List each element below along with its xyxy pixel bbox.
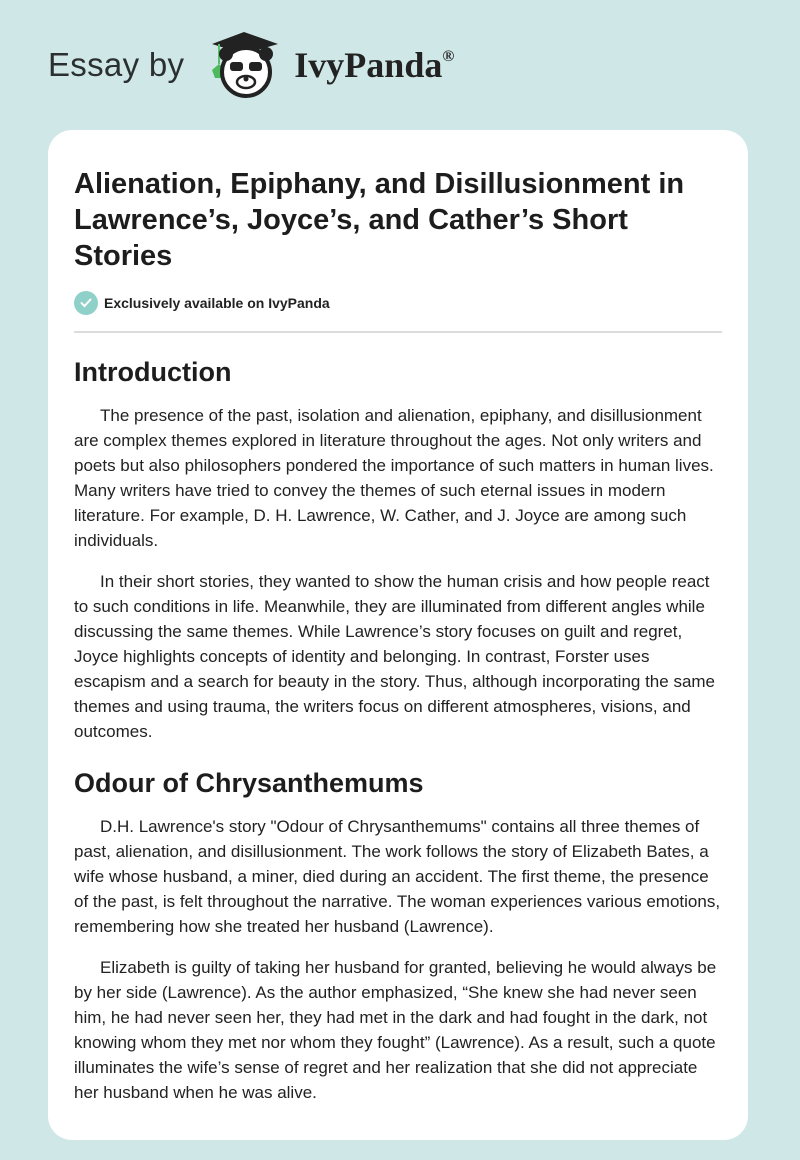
check-icon [74,291,98,315]
section-heading: Odour of Chrysanthemums [74,768,424,798]
essay-title: Alienation, Epiphany, and Disillusionment in Lawrence’s, Joyce’s, and Cather’s Short Stories [74,168,685,272]
site-header [48,30,454,100]
brand-name[interactable] [294,44,454,86]
badge-text: Exclusively available on IvyPanda [104,295,330,311]
section-heading: Introduction [74,357,232,387]
exclusive-badge [74,291,722,315]
essay-card [48,130,748,1140]
brand-text: IvyPanda [294,45,443,85]
panda-logo-icon[interactable] [202,30,286,100]
paragraph: D.H. Lawrence's story "Odour of Chrysanthemums" contains all three themes of past, alienation, and disillusionment. The work follows the story of Elizabeth Bates, a wife whose husband, a miner, died during an accident. The first theme, the presence of the past, is felt throughout the narrative. The woman experiences various emotions, remembering how she treated her husband (Lawrence). [74,817,721,936]
registered-mark: ® [442,48,455,65]
divider [74,331,722,333]
paragraph: Elizabeth is guilty of taking her husband for granted, believing he would always be by her side (Lawrence). As the author emphasized, “She knew she had never seen him, he had never seen her, they had met in the dark and had fought in the dark, not knowing whom they met nor whom they fought” (Lawrence). As a result, such a quote illuminates the wife’s sense of regret and her realization that she did not appreciate her husband when he was alive. [74,958,717,1102]
paragraph: In their short stories, they wanted to show the human crisis and how people react to such conditions in life. Meanwhile, they are illuminated from different angles while discussing the same themes. While Lawrence’s story focuses on guilt and regret, Joyce highlights concepts of identity and belonging. In contrast, Forster uses escapism and a search for beauty in the story. Thus, although incorporating the same themes and using trauma, the writers focus on different atmospheres, visions, and outcomes. [74,572,716,741]
paragraph: The presence of the past, isolation and alienation, epiphany, and disillusionment are complex themes explored in literature throughout the ages. Not only writers and poets but also philosophers pondered the importance of such matters in human lives. Many writers have tried to convey the themes of such eternal issues in modern literature. For example, D. H. Lawrence, W. Cather, and J. Joyce are among such individuals. [74,406,714,550]
essay-by-label: Essay by [48,46,185,83]
